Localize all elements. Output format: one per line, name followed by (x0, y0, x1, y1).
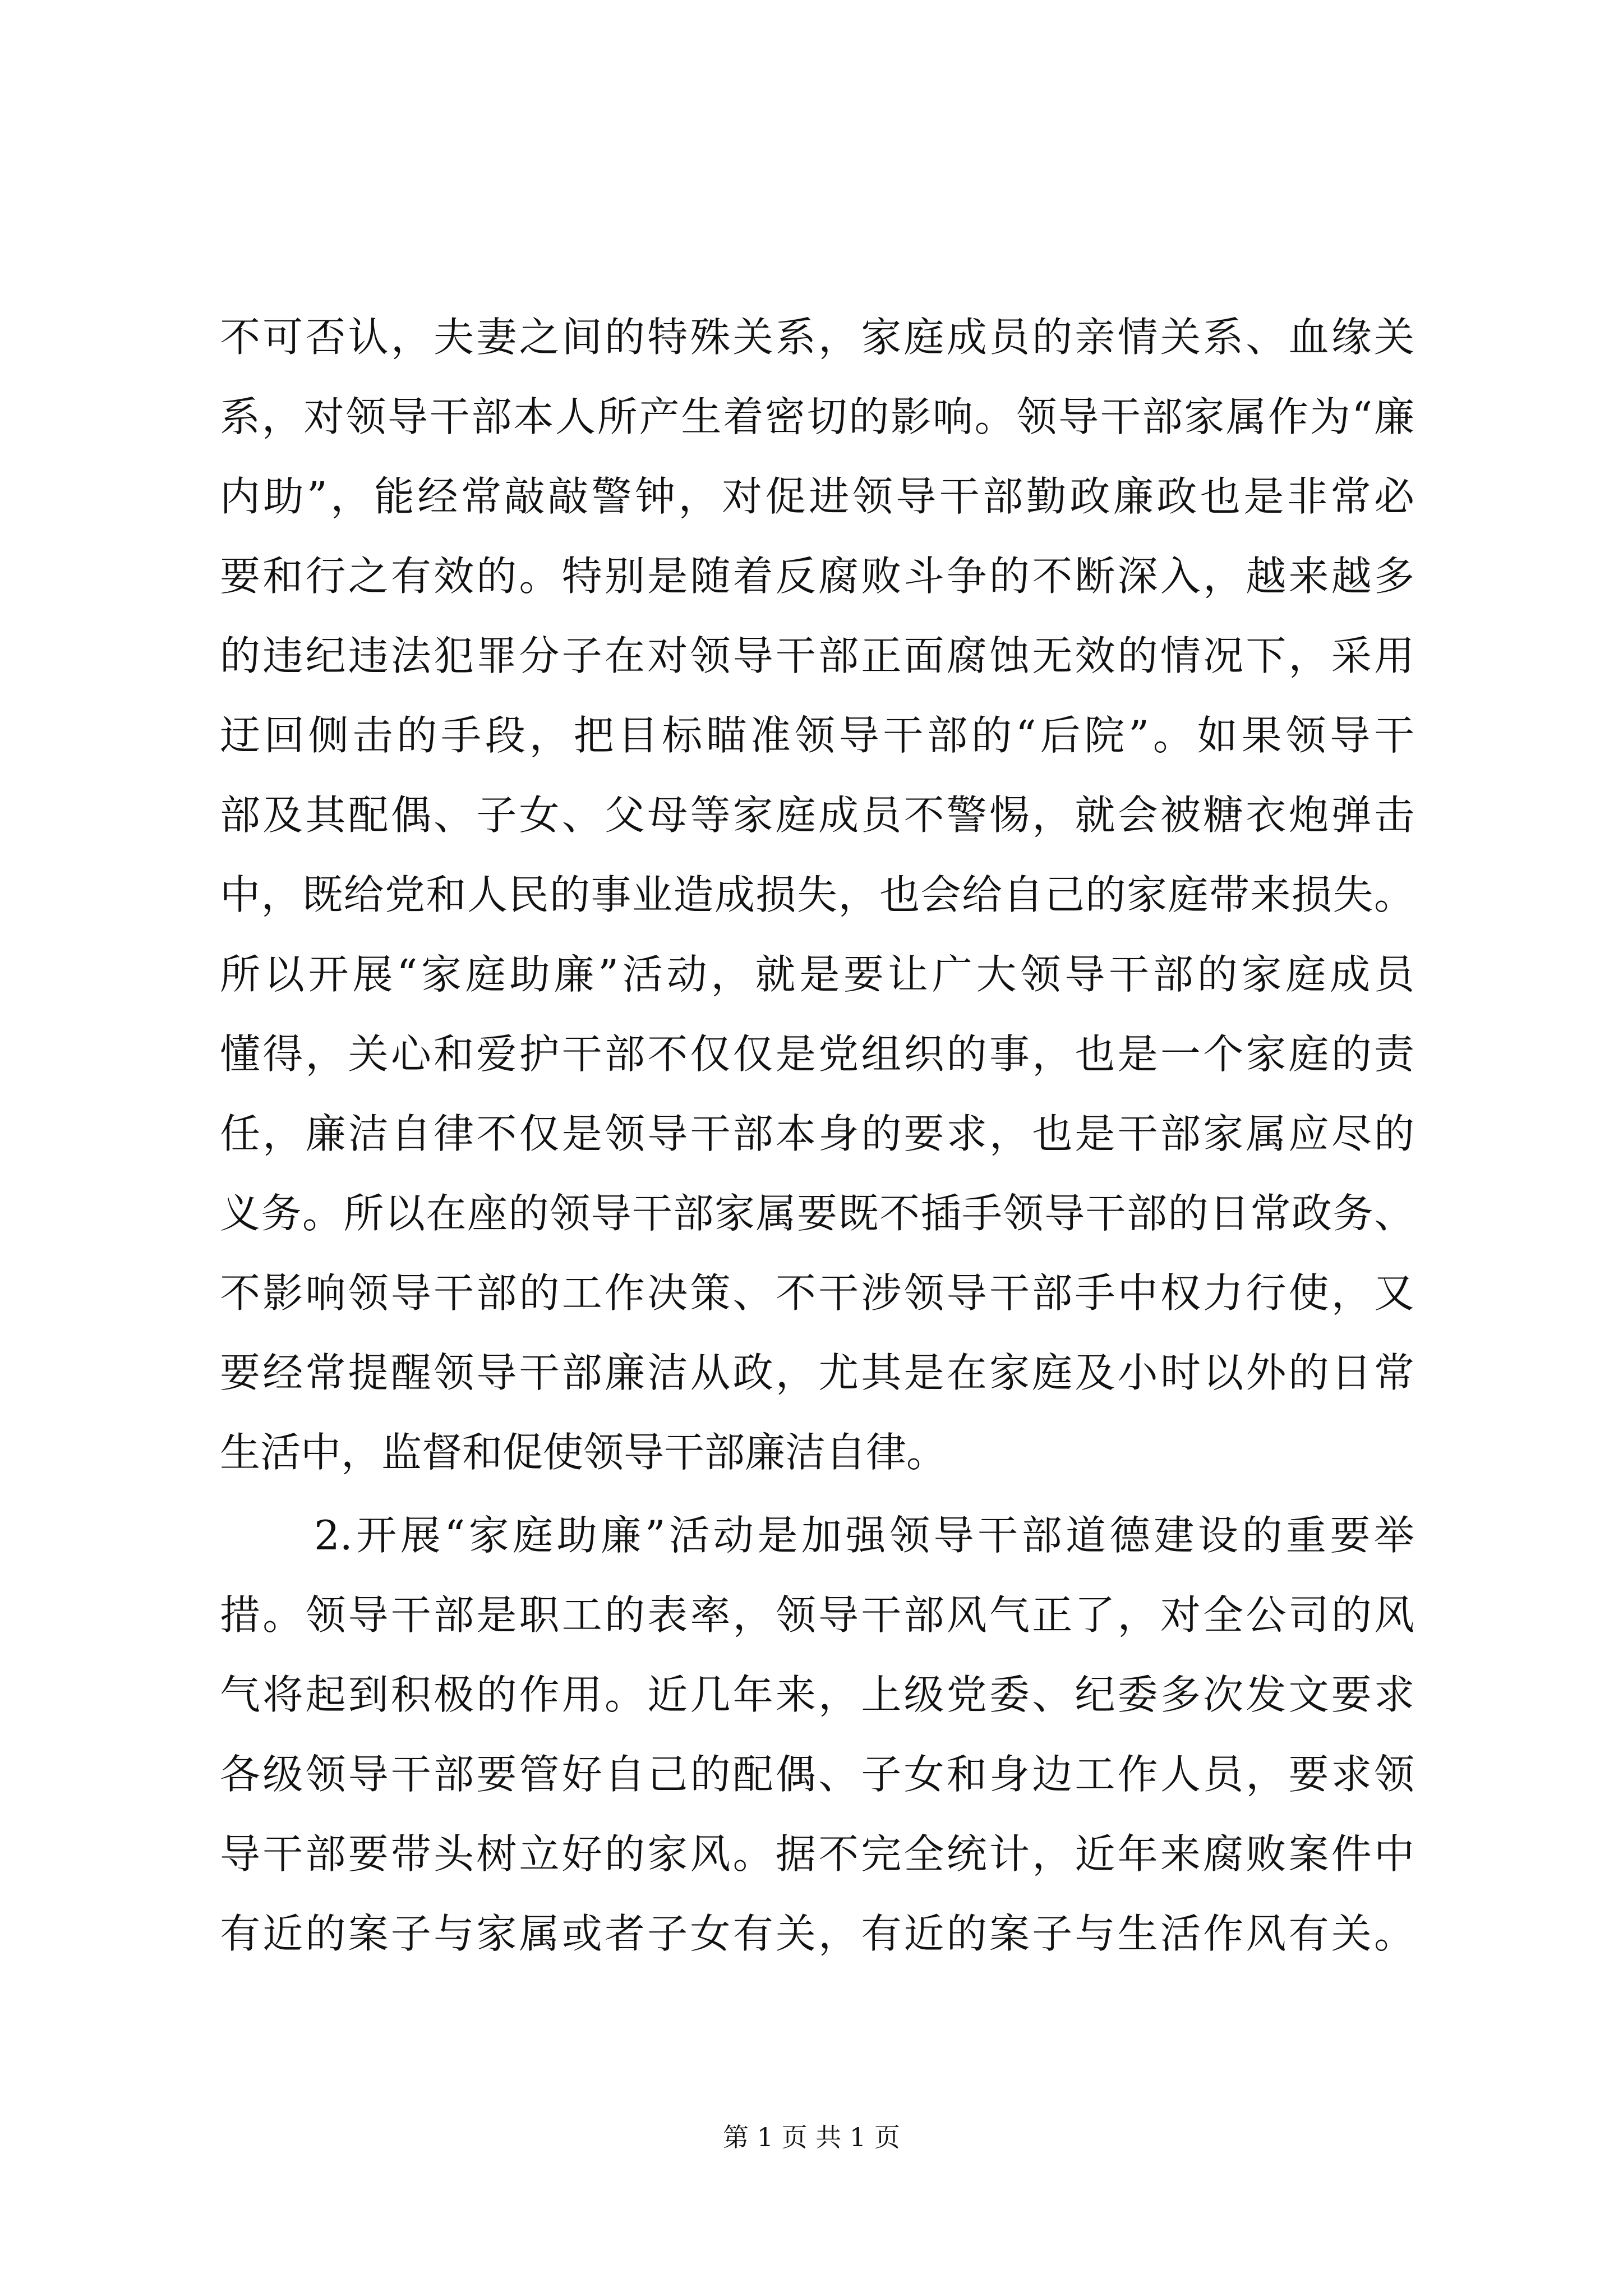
paragraph-line: 任，廉洁自律不仅是领导干部本身的要求，也是干部家属应尽的 (220, 1110, 1414, 1157)
paragraph-line: 各级领导干部要管好自己的配偶、子女和身边工作人员，要求领 (220, 1751, 1414, 1798)
paragraph-line: 系，对领导干部本人所产生着密切的影响。领导干部家属作为“廉 (220, 393, 1414, 440)
paragraph-line: 不影响领导干部的工作决策、不干涉领导干部手中权力行使，又 (220, 1269, 1414, 1317)
paragraph-line: 不可否认，夫妻之间的特殊关系，家庭成员的亲情关系、血缘关 (220, 314, 1414, 361)
paragraph-line: 迂回侧击的手段，把目标瞄准领导干部的“后院”。如果领导干 (220, 712, 1414, 759)
paragraph-line: 气将起到积极的作用。近几年来，上级党委、纪委多次发文要求 (220, 1671, 1414, 1718)
paragraph-line: 懂得，关心和爱护干部不仅仅是党组织的事，也是一个家庭的责 (220, 1030, 1414, 1078)
paragraph-line: 中，既给党和人民的事业造成损失，也会给自己的家庭带来损失。 (220, 871, 1414, 918)
paragraph-2 (220, 1496, 1414, 1973)
paragraph-1 (220, 297, 1414, 1492)
page-footer: 第 1 页 共 1 页 (723, 2122, 900, 2152)
paragraph-line: 2.开展“家庭助廉”活动是加强领导干部道德建设的重要举 (314, 1512, 1414, 1559)
paragraph-line: 要经常提醒领导干部廉洁从政，尤其是在家庭及小时以外的日常 (220, 1349, 1414, 1396)
paragraph-line: 要和行之有效的。特别是随着反腐败斗争的不断深入，越来越多 (220, 553, 1414, 600)
paragraph-line: 生活中，监督和促使领导干部廉洁自律。 (220, 1429, 947, 1476)
paragraph-line: 的违纪违法犯罪分子在对领导干部正面腐蚀无效的情况下，采用 (220, 632, 1414, 679)
paragraph-line: 义务。所以在座的领导干部家属要既不插手领导干部的日常政务、 (220, 1190, 1414, 1237)
paragraph-line: 有近的案子与家属或者子女有关，有近的案子与生活作风有关。 (220, 1910, 1414, 1957)
paragraph-line: 导干部要带头树立好的家风。据不完全统计，近年来腐败案件中 (220, 1830, 1414, 1878)
document-body (220, 297, 1414, 1973)
paragraph-line: 所以开展“家庭助廉”活动，就是要让广大领导干部的家庭成员 (220, 951, 1414, 998)
paragraph-line: 措。领导干部是职工的表率，领导干部风气正了，对全公司的风 (220, 1591, 1414, 1639)
paragraph-line: 内助”，能经常敲敲警钟，对促进领导干部勤政廉政也是非常必 (220, 473, 1414, 520)
paragraph-line: 部及其配偶、子女、父母等家庭成员不警惕，就会被糖衣炮弹击 (220, 792, 1414, 839)
